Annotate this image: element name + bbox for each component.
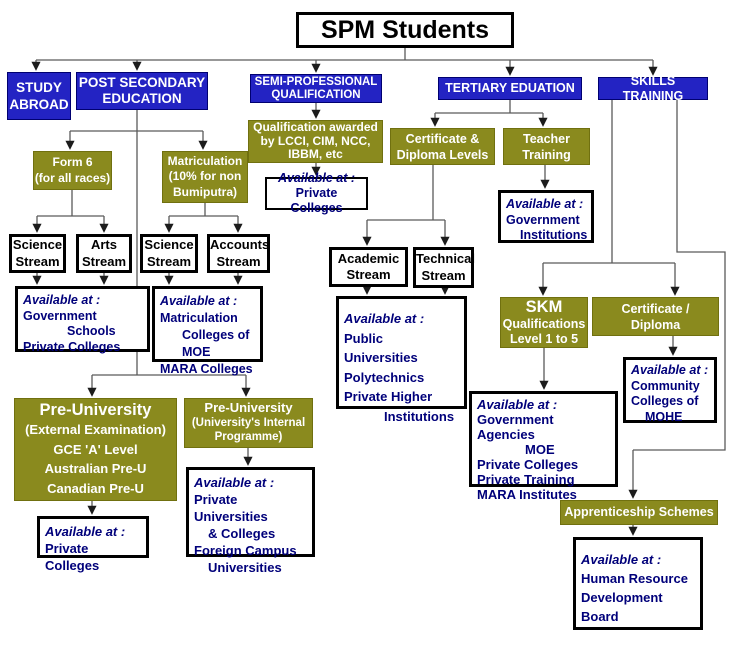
node-tertiary-education — [438, 77, 582, 100]
text-line: Private Colleges — [290, 186, 343, 215]
text-line: Diploma Levels — [396, 147, 489, 162]
node-available-skm — [469, 391, 618, 502]
node-teacher-training — [503, 128, 590, 165]
text-line: Arts — [90, 237, 117, 252]
text-line: Certificate & — [405, 131, 480, 146]
text-line: (for all races) — [34, 170, 111, 185]
text-line: IBBM, etc — [288, 147, 343, 162]
text-line: Science — [144, 237, 194, 252]
text-line: Canadian Pre-U — [47, 480, 144, 496]
text-line: Stream — [15, 253, 60, 269]
text-line: Certificate / — [621, 301, 690, 316]
text-line: MOE — [525, 442, 555, 457]
text-line: STUDY — [16, 80, 62, 95]
text-line: Level 1 to 5 — [509, 332, 579, 346]
text-line: MARA Institutes — [477, 487, 577, 502]
node-semi-professional-qualification — [250, 74, 382, 103]
node-pre-university-external — [14, 398, 177, 501]
text-line: ABROAD — [9, 97, 69, 112]
text-line: Available at : — [581, 552, 662, 567]
text-line: Private Training — [477, 472, 575, 487]
text-line: Stream — [216, 253, 261, 269]
text-line: Australian Pre-U — [44, 461, 147, 476]
text-line: Universities — [208, 560, 282, 575]
text-line: Schools — [67, 324, 116, 338]
text-line: POST SECONDARY — [78, 75, 206, 90]
node-apprenticeship-schemes — [560, 500, 718, 525]
text-line: Form 6 — [52, 155, 93, 169]
node-skm-qualifications — [500, 297, 588, 348]
node-accounts-stream — [207, 234, 270, 273]
text-line: Private Higher — [344, 389, 433, 404]
text-line: QUALIFICATION — [271, 88, 361, 101]
node-certificate-diploma-levels — [390, 128, 495, 165]
text-line: (External Examination) — [25, 422, 166, 437]
text-line: Stream — [146, 253, 192, 269]
node-science-stream-matric — [140, 234, 198, 273]
text-line: Human Resource — [581, 571, 688, 586]
node-form6 — [33, 151, 112, 190]
text-line: Pre-University — [39, 401, 152, 419]
text-line: Community — [631, 378, 700, 393]
text-line: Teacher — [522, 131, 570, 146]
node-certificate-diploma — [592, 297, 719, 336]
text-line: (University's Internal — [191, 416, 306, 429]
text-line: GCE 'A' Level — [53, 441, 138, 457]
node-available-form6 — [15, 286, 150, 352]
text-line: Available at : — [160, 294, 238, 308]
text-line: Matriculation — [160, 311, 238, 325]
text-line: EDUCATION — [102, 91, 182, 106]
text-line: Available at : — [344, 311, 425, 326]
text-line: SKILLS TRAINING — [622, 73, 684, 103]
text-line: Development Board — [581, 590, 663, 624]
text-line: Private Colleges — [23, 339, 121, 354]
text-line: Training — [522, 147, 571, 162]
node-available-matriculation — [152, 286, 263, 376]
text-line: Institutions — [520, 228, 588, 242]
node-available-preu-internal — [186, 467, 315, 575]
text-line: Academic — [337, 250, 400, 266]
text-line: MOHE — [645, 409, 683, 424]
node-spm-students — [296, 12, 514, 48]
node-skills-training — [598, 73, 708, 103]
node-post-secondary-education — [76, 72, 208, 110]
text-line: Available at : — [194, 475, 275, 490]
node-science-stream-form6 — [9, 234, 66, 273]
text-line: Diploma — [630, 317, 681, 332]
node-study-abroad — [7, 72, 71, 120]
text-line: SPM Students — [320, 16, 490, 44]
text-line: Science — [12, 237, 63, 252]
text-line: Qualification awarded — [253, 120, 378, 135]
text-line: Qualifications — [502, 317, 586, 331]
text-line: Apprenticeship Schemes — [564, 504, 714, 519]
node-qualification-awarded — [248, 120, 383, 163]
text-line: SEMI-PROFESSIONAL — [254, 75, 378, 88]
text-line: (10% for non — [168, 169, 242, 184]
text-line: & Colleges — [208, 526, 276, 541]
text-line: Stream — [346, 267, 391, 282]
node-available-semi-professional — [265, 171, 368, 215]
text-line: Public Universities — [344, 330, 418, 365]
text-line: MARA Colleges — [160, 362, 253, 376]
text-line: Available at : — [631, 363, 709, 377]
text-line: by LCCI, CIM, NCC, — [260, 133, 371, 148]
node-pre-university-internal — [184, 398, 313, 448]
node-available-teacher-training — [498, 190, 594, 243]
text-line: Accounts — [210, 237, 270, 252]
text-line: SKM — [525, 298, 563, 316]
text-line: Institutions — [384, 408, 455, 424]
text-line: Available at : — [277, 171, 356, 185]
text-line: Government — [506, 212, 580, 227]
text-line: Private Universities — [194, 492, 268, 524]
text-line: Private Colleges — [477, 457, 579, 472]
text-line: Polytechnics — [344, 369, 425, 385]
node-matriculation — [162, 151, 248, 203]
node-academic-stream — [329, 247, 408, 287]
text-line: Government — [23, 308, 97, 323]
node-technical-stream — [413, 247, 474, 288]
node-available-tertiary — [336, 296, 467, 424]
text-line: Programme) — [214, 431, 283, 444]
node-available-preu-external — [37, 516, 149, 573]
text-line: Matriculation — [167, 153, 243, 168]
text-line: Pre-University — [204, 400, 293, 416]
node-arts-stream — [76, 234, 132, 273]
text-line: Stream — [81, 253, 127, 269]
node-available-community-colleges — [623, 357, 717, 423]
text-line: Technical — [416, 251, 476, 266]
text-line: Available at : — [477, 397, 558, 412]
text-line: Stream — [421, 267, 466, 283]
text-line: Available at : — [45, 524, 126, 539]
text-line: Available at : — [506, 197, 584, 211]
text-line: Bumiputra) — [173, 184, 237, 199]
text-line: Government Agencies — [477, 412, 554, 442]
node-available-hrd — [573, 537, 703, 630]
text-line: TERTIARY EDUATION — [445, 81, 575, 95]
text-line: Colleges of — [631, 394, 699, 408]
text-line: Colleges of MOE — [182, 328, 250, 359]
text-line: Available at : — [23, 293, 101, 307]
text-line: Foreign Campus — [194, 543, 297, 558]
text-line: Private Colleges — [45, 541, 100, 573]
